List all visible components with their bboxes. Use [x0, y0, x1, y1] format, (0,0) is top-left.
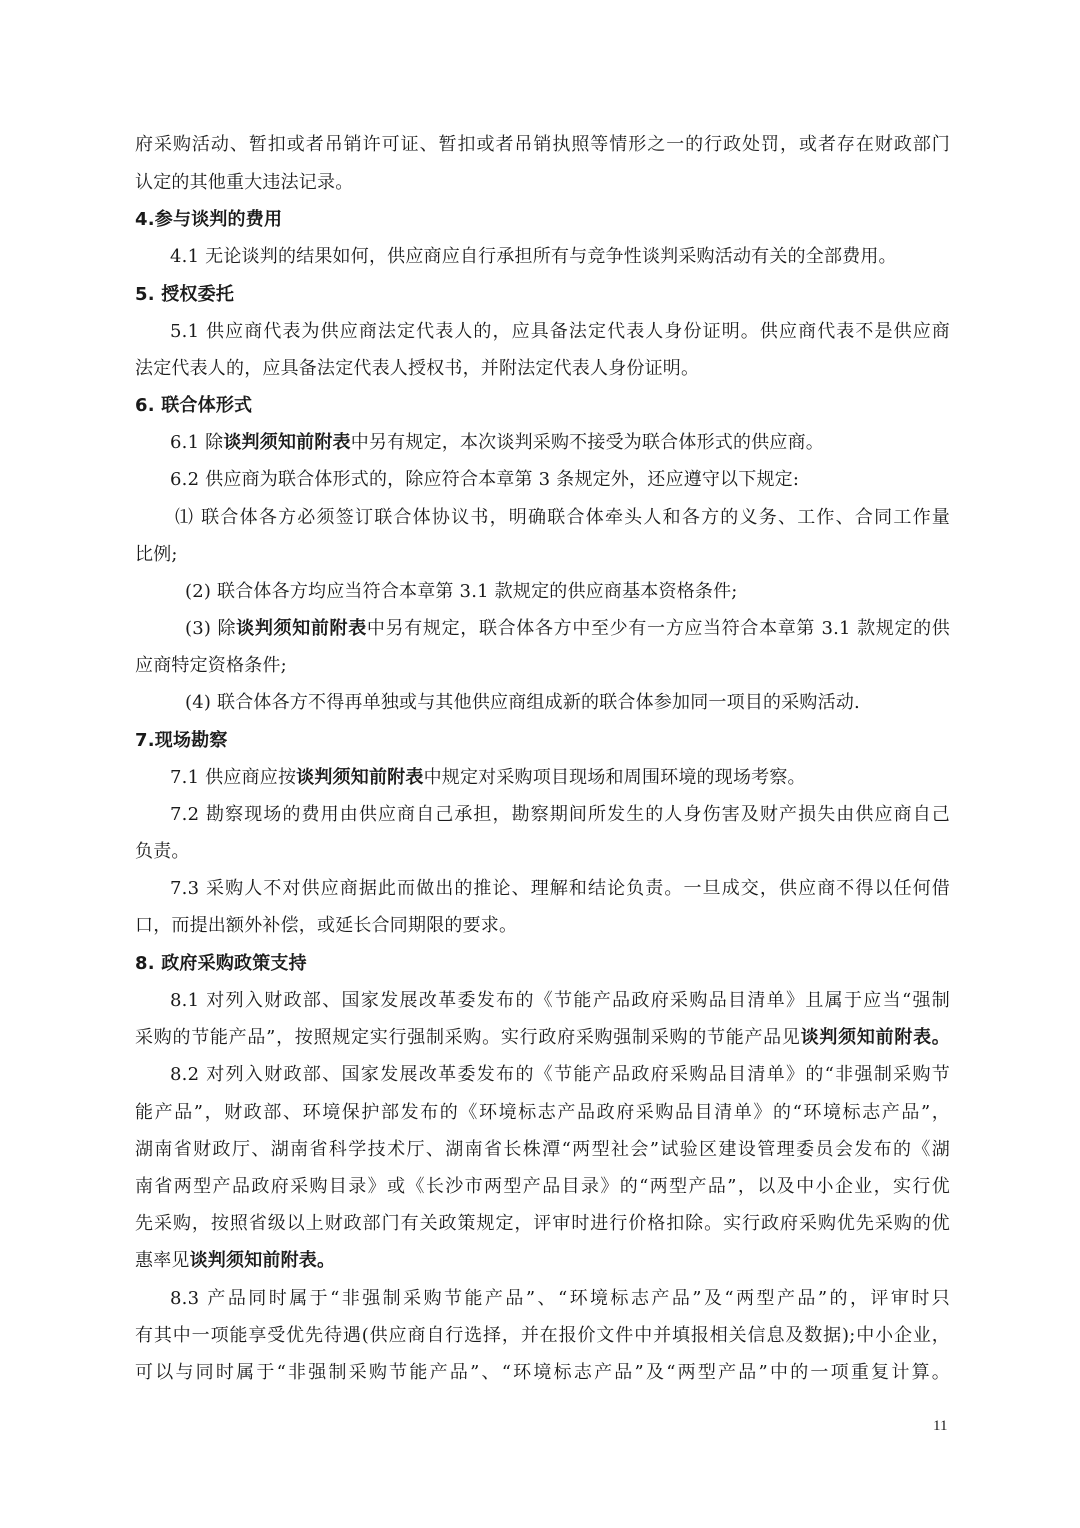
clause-6-2: 6.2 供应商为联合体形式的，除应符合本章第 3 条规定外，还应遵守以下规定:	[170, 469, 800, 490]
clause-6-2-3-cont: 应商特定资格条件;	[135, 655, 287, 676]
clause-6-2-1-cont: 比例;	[135, 544, 178, 565]
section-heading-5: 5. 授权委托	[135, 284, 235, 305]
clause-4-1: 4.1 无论谈判的结果如何，供应商应自行承担所有与竞争性谈判采购活动有关的全部费用。	[170, 246, 897, 267]
clause-7-3: 7.3 采购人不对供应商据此而做出的推论、理解和结论负责。一旦成交，供应商不得以任何借	[170, 878, 950, 899]
text-run: 惠率见	[135, 1250, 190, 1271]
text-run: (3) 除	[185, 618, 237, 639]
bold-reference: 谈判须知前附表	[296, 767, 424, 788]
clause-8-2-cont: 能产品”，财政部、环境保护部发布的《环境标志产品政府采购品目清单》的“环境标志产品”，	[135, 1102, 950, 1123]
clause-8-2-cont	[135, 1248, 335, 1274]
bold-reference: 谈判须知前附表	[223, 432, 351, 453]
clause-7-1	[170, 765, 806, 791]
clause-8-1-cont	[135, 1025, 950, 1051]
text-run: 中规定对采购项目现场和周围环境的现场考察。	[423, 767, 806, 788]
paragraph-line: 认定的其他重大违法记录。	[135, 172, 354, 193]
clause-8-2: 8.2 对列入财政部、国家发展改革委发布的《节能产品政府采购品目清单》的“非强制采购节	[170, 1064, 950, 1085]
clause-7-2: 7.2 勘察现场的费用由供应商自己承担，勘察期间所发生的人身伤害及财产损失由供应商自己	[170, 804, 950, 825]
text-run: 6.1 除	[170, 432, 224, 453]
clause-6-2-1: ⑴ 联合体各方必须签订联合体协议书，明确联合体牵头人和各方的义务、工作、合同工作量	[175, 507, 950, 528]
clause-5-1-cont: 法定代表人的，应具备法定代表人授权书，并附法定代表人身份证明。	[135, 358, 700, 379]
clause-8-3: 8.3 产品同时属于“非强制采购节能产品”、“环境标志产品”及“两型产品”的，评审时只	[170, 1288, 950, 1309]
bold-reference: 谈判须知前附表。	[189, 1250, 336, 1271]
clause-6-2-3	[185, 616, 950, 642]
section-heading-8: 8. 政府采购政策支持	[135, 953, 307, 974]
section-heading-6: 6. 联合体形式	[135, 395, 253, 416]
bold-reference: 谈判须知前附表。	[800, 1027, 950, 1048]
section-heading-4: 4.参与谈判的费用	[135, 209, 283, 230]
paragraph-line: 府采购活动、暂扣或者吊销许可证、暂扣或者吊销执照等情形之一的行政处罚，或者存在财政部门	[135, 134, 950, 155]
clause-8-2-cont: 先采购，按照省级以上财政部门有关政策规定，评审时进行价格扣除。实行政府采购优先采购的优	[135, 1213, 950, 1234]
clause-7-2-cont: 负责。	[135, 841, 190, 862]
clause-8-2-cont: 湖南省财政厅、湖南省科学技术厅、湖南省长株潭“两型社会”试验区建设管理委员会发布的《湖	[135, 1139, 950, 1160]
clause-6-1	[170, 430, 824, 456]
text-run: 7.1 供应商应按	[170, 767, 297, 788]
text-run: 中另有规定，本次谈判采购不接受为联合体形式的供应商。	[350, 432, 824, 453]
clause-6-2-4: (4) 联合体各方不得再单独或与其他供应商组成新的联合体参加同一项目的采购活动.	[185, 692, 860, 713]
page-number: 11	[933, 1418, 948, 1434]
clause-8-2-cont: 南省两型产品政府采购目录》或《长沙市两型产品目录》的“两型产品”，以及中小企业，实行优	[135, 1176, 950, 1197]
clause-8-3-cont: 有其中一项能享受优先待遇(供应商自行选择，并在报价文件中并填报相关信息及数据);中小企业，	[135, 1325, 950, 1346]
clause-6-2-2: (2) 联合体各方均应当符合本章第 3.1 款规定的供应商基本资格条件;	[185, 581, 738, 602]
clause-8-1: 8.1 对列入财政部、国家发展改革委发布的《节能产品政府采购品目清单》且属于应当“强制	[170, 990, 950, 1011]
section-heading-7: 7.现场勘察	[135, 730, 228, 751]
bold-reference: 谈判须知前附表	[236, 618, 367, 639]
text-run: 中另有规定，联合体各方中至少有一方应当符合本章第 3.1 款规定的供	[366, 618, 950, 639]
clause-8-3-cont: 可以与同时属于“非强制采购节能产品”、“环境标志产品”及“两型产品”中的一项重复计算。	[135, 1362, 950, 1383]
text-run: 采购的节能产品”，按照规定实行强制采购。实行政府采购强制采购的节能产品见	[135, 1027, 801, 1048]
clause-5-1: 5.1 供应商代表为供应商法定代表人的，应具备法定代表人身份证明。供应商代表不是供应商	[170, 321, 950, 342]
clause-7-3-cont: 口，而提出额外补偿，或延长合同期限的要求。	[135, 915, 518, 936]
